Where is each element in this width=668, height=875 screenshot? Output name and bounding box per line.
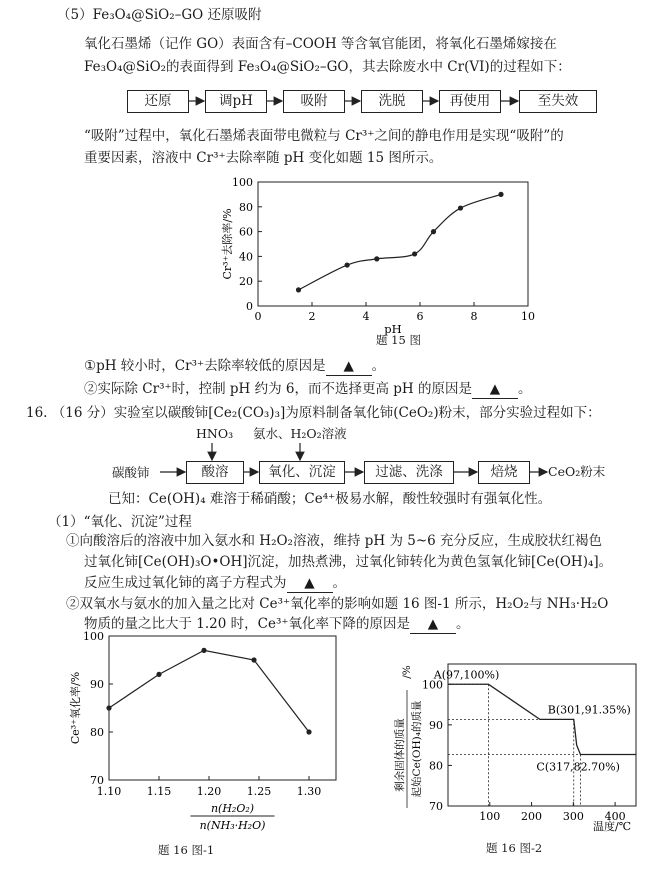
y-axis-label: Ce³⁺氧化率/%: [69, 671, 82, 745]
flow2-step-2: 氧化、沉淀: [259, 461, 345, 484]
q16-title: 16. （16 分）实验室以碳酸铈[Ce₂(CO₃)₃]为原料制备氧化铈(CeO₂)粉末，部分实验过程如下：: [26, 405, 601, 421]
q16-sub-1c: 反应生成过氧化铈的离子方程式为 ▲ 。: [84, 575, 346, 591]
q16-sub-1a: ①向酸溶后的溶液中加入氨水和 H₂O₂溶液，维持 pH 为 5~6 充分反应，生成胶状红褐色: [66, 533, 603, 549]
x-tick-label: 1.25: [246, 785, 272, 798]
y-tick-label: 80: [239, 200, 253, 214]
y-tick-label: 20: [239, 275, 253, 289]
annotation-b: B(301,91.35%): [547, 703, 631, 717]
y-tick-label: 60: [239, 225, 253, 239]
q5-paragraph-3: “吸附”过程中，氧化石墨烯表面带电微粒与 Cr³⁺之间的静电作用是实现“吸附”的: [84, 128, 564, 144]
x-tick-label: 4: [362, 310, 370, 323]
x-tick-label: 1.15: [146, 785, 172, 798]
y-tick-label: 70: [429, 800, 443, 813]
x-label-denominator: n(NH₃·H₂O): [199, 819, 266, 832]
y-tick-label: 90: [429, 718, 443, 732]
fig16-1-caption: 题 16 图-1: [158, 843, 215, 857]
answer-blank[interactable]: ▲: [410, 615, 456, 634]
flow1-step-3: 吸附: [283, 90, 345, 113]
y-axis-label: Cr³⁺去除率/%: [221, 208, 234, 280]
y-tick-label: 90: [90, 678, 104, 691]
q16-known: 已知：Ce(OH)₄ 难溶于稀硝酸；Ce⁴⁺极易水解，酸性较强时有强氧化性。: [108, 491, 552, 507]
y-tick-label: 70: [90, 774, 104, 787]
flow2-step-1: 酸溶: [186, 461, 244, 484]
y-tick-label: 100: [83, 630, 104, 643]
answer-blank[interactable]: ▲: [287, 574, 333, 593]
q5-paragraph-2: Fe₃O₄@SiO₂的表面得到 Fe₃O₄@SiO₂–GO，其去除废水中 Cr(VI)的过程如下：: [84, 59, 571, 75]
q16-sub-1b: 过氧化铈[Ce(OH)₃O•OH]沉淀，加热煮沸，过氧化铈转化为黄色氢氧化铈[Ce(OH)₄]。: [84, 554, 613, 570]
x-tick-label: 6: [416, 310, 424, 323]
flow2-step-3: 过滤、洗涤: [364, 461, 454, 484]
x-tick-label: 400: [604, 810, 626, 823]
q5-question-2: ②实际除 Cr³⁺时，控制 pH 约为 6，而不选择更高 pH 的原因是 ▲ 。: [84, 381, 532, 397]
flow1-step-5: 再使用: [439, 90, 501, 113]
annotation-c: C(317,82.70%): [536, 760, 620, 774]
y-tick-label: 40: [239, 250, 253, 264]
fig15-caption: 题 15 图: [376, 333, 421, 347]
x-tick-label: 1.30: [296, 785, 322, 798]
x-label-numerator: n(H₂O₂): [210, 802, 255, 815]
answer-blank[interactable]: ▲: [472, 380, 518, 399]
q5-question-1: ①pH 较小时，Cr³⁺去除率较低的原因是 ▲ 。: [84, 358, 386, 374]
y-tick-label: 100: [422, 678, 443, 692]
x-tick-label: 0: [254, 310, 262, 323]
flow1-step-6: 至失效: [519, 90, 597, 113]
flow1-step-4: 洗脱: [361, 90, 423, 113]
x-tick-label: 100: [479, 810, 501, 823]
y-tick-label: 0: [246, 300, 253, 313]
x-tick-label: 8: [470, 310, 478, 323]
q5-title: （5）Fe₃O₄@SiO₂–GO 还原吸附: [57, 7, 262, 23]
y-tick-label: 80: [90, 726, 104, 739]
flow1-step-2: 调pH: [205, 90, 267, 113]
y-label-unit: /%: [401, 665, 413, 679]
plot-frame: [448, 664, 636, 806]
x-tick-label: 300: [562, 810, 584, 823]
q16-sub-2a: ②双氧水与氨水的加入量之比对 Ce³⁺氧化率的影响如题 16 图-1 所示，H₂O₂与 NH₃·H₂O: [66, 596, 609, 612]
x-axis-label: 温度/℃: [592, 820, 632, 833]
annotation-a: A(97,100%): [433, 668, 500, 682]
y-tick-label: 80: [429, 759, 443, 773]
q5-paragraph-4: 重要因素，溶液中 Cr³⁺去除率随 pH 变化如题 15 图所示。: [84, 150, 443, 166]
y-label-numerator: 剩余固体的质量: [394, 718, 406, 792]
flow2-product: CeO₂粉末: [548, 464, 606, 479]
x-tick-label: 200: [521, 810, 543, 823]
q5-paragraph-1: 氧化石墨烯（记作 GO）表面含有–COOH 等含氧官能团，将氧化石墨烯嫁接在: [84, 36, 557, 52]
q16-reagent-oxidant: 氨水、H₂O₂溶液: [253, 426, 347, 441]
flow2-start: 碳酸铈: [112, 465, 150, 480]
q16-reagent-hno3: HNO₃: [196, 426, 234, 441]
q16-sub-1: （1）“氧化、沉淀”过程: [48, 514, 192, 530]
y-label-denominator: 起始Ce(OH)₄的质量: [411, 700, 423, 798]
flow1-step-1: 还原: [127, 90, 189, 113]
x-tick-label: 10: [521, 310, 535, 323]
y-tick-label: 100: [232, 176, 253, 189]
fig16-2-caption: 题 16 图-2: [486, 841, 543, 855]
x-tick-label: 1.10: [96, 785, 122, 798]
flow2-step-4: 焙烧: [478, 461, 530, 484]
x-tick-label: 2: [308, 310, 316, 323]
x-axis-label: pH: [384, 322, 402, 336]
answer-blank[interactable]: ▲: [326, 357, 372, 376]
x-tick-label: 1.20: [196, 785, 222, 798]
q16-sub-2b: 物质的量之比大于 1.20 时，Ce³⁺氧化率下降的原因是 ▲ 。: [84, 616, 470, 632]
